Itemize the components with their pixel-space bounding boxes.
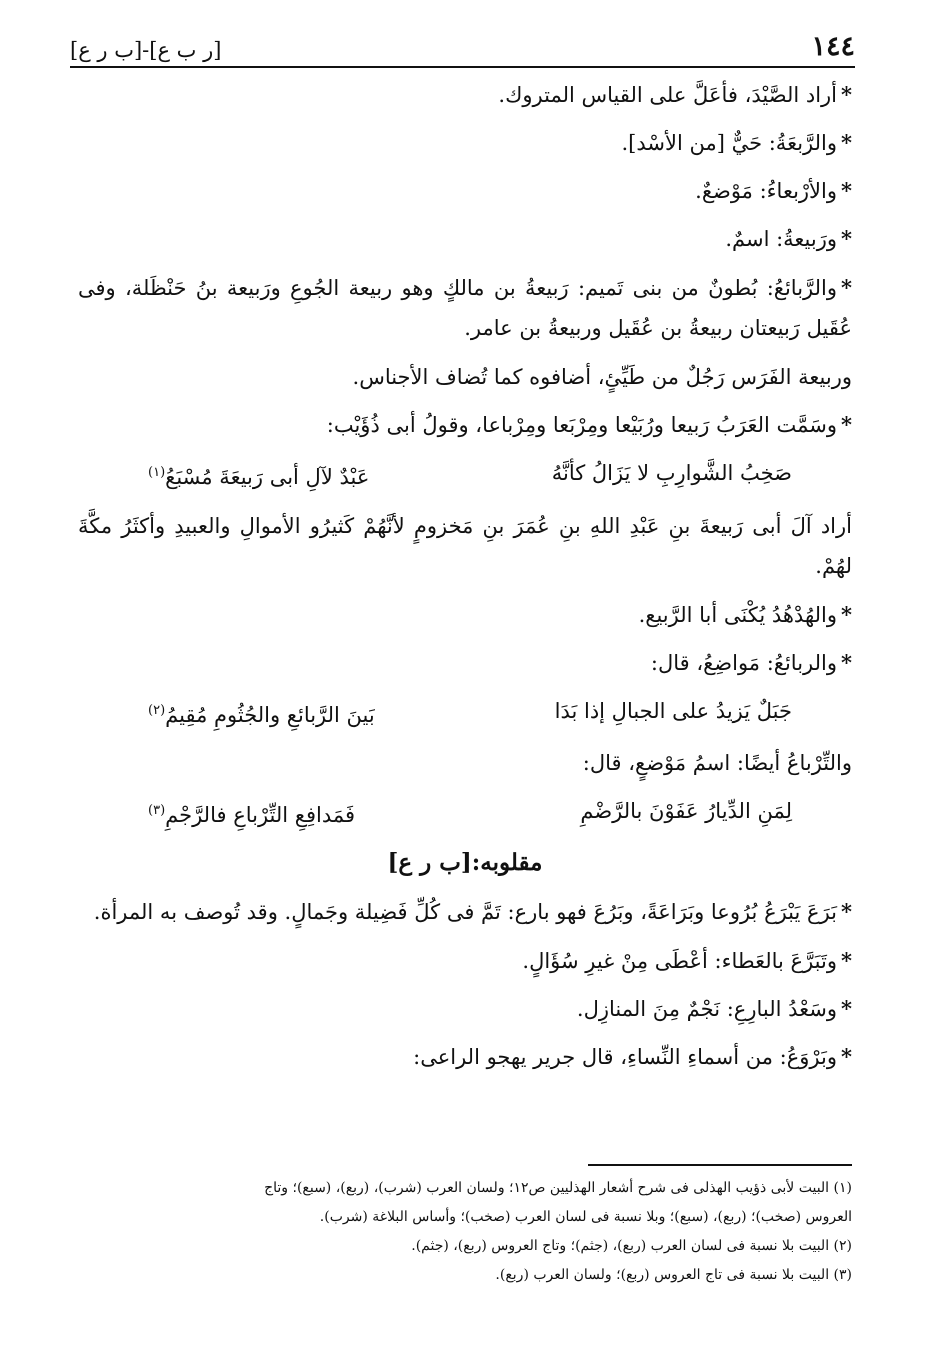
entry-line: *وسَمَّت العَرَبُ رَبيعا ورُبَيْعا ومِرْبَعا ومِرْباعا، وقولُ أبى ذُؤَيْب: <box>326 412 852 437</box>
verse-hemistich-right: جَبَلٌ يَزيدُ على الجبالِ إذا بَدَا <box>554 699 792 723</box>
entry-star: * <box>841 996 852 1021</box>
entry-line: *والرَّبعَةُ: حَيٌّ [من الأسْد]. <box>621 130 852 155</box>
entry-star: * <box>841 178 852 203</box>
entry-star: * <box>841 1044 852 1069</box>
entry-star: * <box>841 226 852 251</box>
verse-1 <box>78 454 852 496</box>
footnote-ref: (٢) <box>148 703 166 718</box>
entry-line: *ورَبيعةُ: اسمٌ. <box>725 226 852 251</box>
entry-line: *وسَعْدُ البارِعِ: نَجْمٌ مِنَ المنازِل. <box>576 996 852 1021</box>
entry-paragraph: *بَرَعَ يَبْرَعُ بُرُوعا وبَرَاعَةً، وبَرُعَ فهو بارع: تَمَّ فى كُلِّ فَضِيلة وجَمالٍ. وقد تُوصف به المرأة. <box>93 899 852 924</box>
entry-star: * <box>841 275 852 300</box>
entry-line: *والهُدْهُدُ يُكْنَى أبا الرَّبيع. <box>638 602 852 627</box>
entry-star: * <box>841 602 852 627</box>
verse-hemistich-left: فَمَدافِعِ التِّرْباعِ فالرَّجْمِ$^{(٣)}$ <box>148 803 356 827</box>
entry-line: والتِّرْباعُ أيضًا: اسمُ مَوْضعٍ، قال: <box>582 751 852 775</box>
entry-star: * <box>841 899 852 924</box>
entry-paragraph: أراد آلَ أبى رَبيعةَ بنِ عَبْدِ اللهِ بنِ عُمَرَ بنِ مَخزومٍ لأنَّهُمْ كَثيرُو الأموالِ والعبيدِ وأكثَرُ مكَّةَ لهُمْ. <box>78 514 852 578</box>
entry-star: * <box>841 650 852 675</box>
entry-line: *والأرْبعاءُ: مَوْضعٌ. <box>695 178 852 203</box>
verse-hemistich-left: بَينَ الرَّبائعِ والجُثُومِ مُقِيمُ$^{(٢)}$ <box>148 703 375 727</box>
entry-star: * <box>841 948 852 973</box>
section-heading: مقلوبه:[ب ر ع] <box>387 849 543 876</box>
entry-line: *وتَبَرَّعَ بالعَطاء: أعْطَى مِنْ غيرِ سُؤَالٍ. <box>522 948 852 973</box>
verse-hemistich-right: لِمَنِ الدِّيارُ عَفَوْنَ بالرَّضْمِ <box>580 799 792 823</box>
verse-3 <box>78 792 852 834</box>
entry-line: *والربائعُ: مَواضِعُ، قال: <box>650 650 852 675</box>
footnote-ref: (١) <box>148 465 166 480</box>
footnote-line: (٣) البيت بلا نسبة فى تاج العروس (ربع)؛ ولسان العرب (ربع). <box>495 1267 852 1283</box>
root-label: [ر ب ع]-[ب ر ع] <box>70 38 222 62</box>
verse-2 <box>78 692 852 734</box>
footnote-divider <box>588 1164 852 1166</box>
footnotes <box>78 1174 852 1290</box>
footnote-line: (٢) البيت بلا نسبة فى لسان العرب (ربع)، (جثم)؛ وتاج العروس (ربع)، (جثم). <box>411 1238 852 1254</box>
footnote-ref: (٣) <box>148 803 166 818</box>
footnote-line: (١) البيت لأبى ذؤيب الهذلى فى شرح أشعار الهذليين ص١٢؛ ولسان العرب (شرب)، (ربع)، (سبع)؛ وتاج <box>264 1180 852 1196</box>
entry-star: * <box>841 82 852 107</box>
page-header <box>70 22 855 68</box>
entry-star: * <box>841 412 852 437</box>
footnote-line: العروس (صخب)؛ (ربع)، (سبع)؛ وبلا نسبة فى لسان العرب (صخب)؛ وأساس البلاغة (شرب). <box>319 1209 852 1225</box>
entry-line: *وبَرْوَعُ: من أسماءِ النِّساءِ، قال جرير يهجو الراعى: <box>413 1044 852 1069</box>
verse-hemistich-left: عَبْدٌ لآلِ أبى رَبيعَةَ مُسْبَعُ$^{(١)}$ <box>148 465 370 489</box>
entry-star: * <box>841 130 852 155</box>
main-text <box>78 76 852 1086</box>
entry-line: *أراد الصَّيْدَ، فأعَلَّ على القياس المتروك. <box>498 82 852 107</box>
entry-line: وربيعة الفَرَس رَجُلٌ من طَيِّئٍ، أضافوه كما تُضاف الأجناس. <box>352 365 852 389</box>
entry-paragraph: *والرَّبائعُ: بُطونٌ من بنى تَميم: رَبيعةُ بن مالكٍ وهو ربيعة الجُوعِ ورَبيعة بنُ حَنْظَلة، وفى عُقَيل رَبيعتان ربيعةُ بن عُقَيل وربيعةُ بن عامر. <box>78 275 852 340</box>
page-number: ١٤٤ <box>811 31 855 62</box>
verse-hemistich-right: صَخِبُ الشَّوارِبِ لا يَزَالُ كأنَّهُ <box>551 461 792 485</box>
